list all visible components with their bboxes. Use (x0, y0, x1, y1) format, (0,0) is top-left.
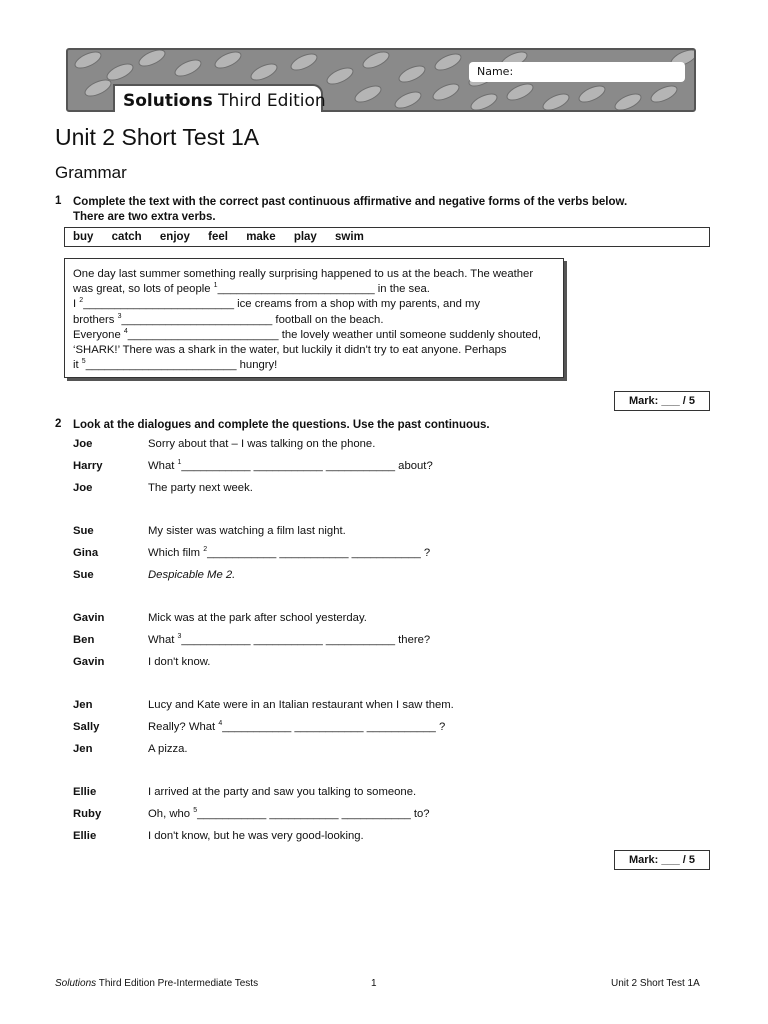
footer-right: Unit 2 Short Test 1A (611, 978, 700, 989)
footer-left: Solutions Third Edition Pre-Intermediate Tests (55, 978, 259, 989)
dialogue-speaker: Joe (73, 482, 93, 494)
mark-box-1: Mark: ___ / 5 (614, 391, 710, 411)
dialogue-line: A pizza. (148, 743, 188, 755)
word-bank (64, 227, 710, 247)
question-1-instruction (73, 195, 627, 225)
question-2-number: 2 (55, 418, 62, 430)
passage-line: it $^5$________________________ hungry! (73, 358, 278, 372)
dialogue-line: I don't know, but he was very good-looking. (148, 830, 364, 842)
dialogue-speaker: Sue (73, 525, 94, 537)
question-1-number: 1 (55, 195, 62, 207)
word-bank-item: buy (73, 231, 94, 243)
instruction-line-1: Complete the text with the correct past continuous affirmative and negative forms of the verbs below. (73, 196, 628, 208)
instruction-line-2: There are two extra verbs. (73, 211, 216, 223)
gap-blank[interactable]: ___________ ___________ ___________ ? (207, 547, 431, 559)
dialogue-speaker: Sue (73, 569, 94, 581)
word-bank-item: feel (208, 231, 228, 243)
dialogue-line: Despicable Me 2. (148, 569, 236, 581)
dialogue-speaker: Ruby (73, 808, 102, 820)
gap-blank[interactable]: ________________________ football on the beach. (121, 313, 384, 326)
dialogue-speaker: Jen (73, 699, 93, 711)
dialogue-speaker: Gavin (73, 656, 105, 668)
section-heading: Grammar (55, 163, 127, 182)
dialogue-speaker: Ben (73, 634, 95, 646)
passage-line: I $^2$________________________ ice creams from a shop with my parents, and my (73, 297, 481, 311)
dialogue-speaker: Harry (73, 460, 103, 472)
gap-blank[interactable]: ___________ ___________ ___________ to? (197, 808, 430, 820)
dialogue-speaker: Joe (73, 438, 93, 450)
dialogue-line: My sister was watching a film last night. (148, 525, 346, 537)
question-2-instruction: Look at the dialogues and complete the questions. Use the past continuous. (73, 419, 490, 431)
gap-blank[interactable]: ___________ ___________ ___________ there? (181, 634, 431, 646)
dialogue-speaker: Ellie (73, 830, 97, 842)
dialogue-line: What $^1$___________ ___________ ___________ about? (148, 459, 433, 472)
brand-bold: Solutions (123, 91, 213, 111)
word-bank-item: enjoy (159, 231, 190, 243)
brand-rest: Third Edition (212, 91, 326, 111)
name-label: Name: (477, 65, 514, 78)
dialogue-line: Mick was at the park after school yesterday. (148, 612, 367, 624)
dialogue-speaker: Gina (73, 547, 99, 559)
dialogue-line: Sorry about that – I was talking on the phone. (148, 438, 376, 450)
dialogue-line: Lucy and Kate were in an Italian restaurant when I saw them. (148, 699, 454, 711)
dialogue-speaker: Sally (73, 721, 100, 733)
mark-box-2: Mark: ___ / 5 (614, 850, 710, 870)
dialogue-speaker: Gavin (73, 612, 105, 624)
word-bank-item: make (246, 231, 276, 243)
passage-box (64, 258, 564, 378)
dialogue-line: I arrived at the party and saw you talking to someone. (148, 786, 417, 798)
passage-line: One day last summer something really surprising happened to us at the beach. The weather (73, 268, 534, 280)
brand-logo (113, 84, 326, 112)
passage-line: was great, so lots of people $^1$_________________________ in the sea. (73, 282, 430, 296)
dialogue-line: Really? What $^4$___________ ___________ ___________ ? (148, 720, 446, 733)
gap-blank[interactable]: ________________________ hungry! (85, 359, 278, 372)
gap-blank[interactable]: _________________________ in the sea. (217, 283, 430, 296)
passage-line: ‘SHARK!’ There was a shark in the water, but luckily it didn't try to eat anyone. Perhaps (73, 344, 507, 357)
word-bank-item: swim (335, 231, 364, 243)
dialogue-line: The party next week. (148, 482, 253, 494)
passage-line: brothers $^3$________________________ football on the beach. (73, 312, 384, 326)
dialogue-line: What $^3$___________ ___________ ___________ there? (148, 633, 431, 646)
gap-blank[interactable]: ___________ ___________ ___________ ? (222, 721, 446, 733)
gap-blank[interactable]: ___________ ___________ ___________ about? (181, 460, 433, 472)
page-title: Unit 2 Short Test 1A (55, 124, 260, 150)
dialogue-speaker: Ellie (73, 786, 97, 798)
dialogue-line: Oh, who $^5$___________ ___________ ___________ to? (148, 807, 430, 820)
word-bank-item: play (293, 231, 317, 243)
dialogue-speaker: Jen (73, 743, 93, 755)
passage-line: Everyone $^4$________________________ the lovely weather until someone suddenly shouted, (73, 327, 542, 341)
dialogue-line: Which film $^2$___________ ___________ ___________ ? (148, 546, 431, 559)
name-field[interactable] (469, 62, 685, 82)
gap-blank[interactable]: ________________________ the lovely weather until someone suddenly shouted, (127, 328, 542, 341)
page-number: 1 (371, 978, 377, 989)
dialogue-line: I don't know. (148, 656, 211, 668)
word-bank-item: catch (111, 231, 142, 243)
gap-blank[interactable]: ________________________ ice creams from a shop with my parents, and my (83, 298, 481, 311)
